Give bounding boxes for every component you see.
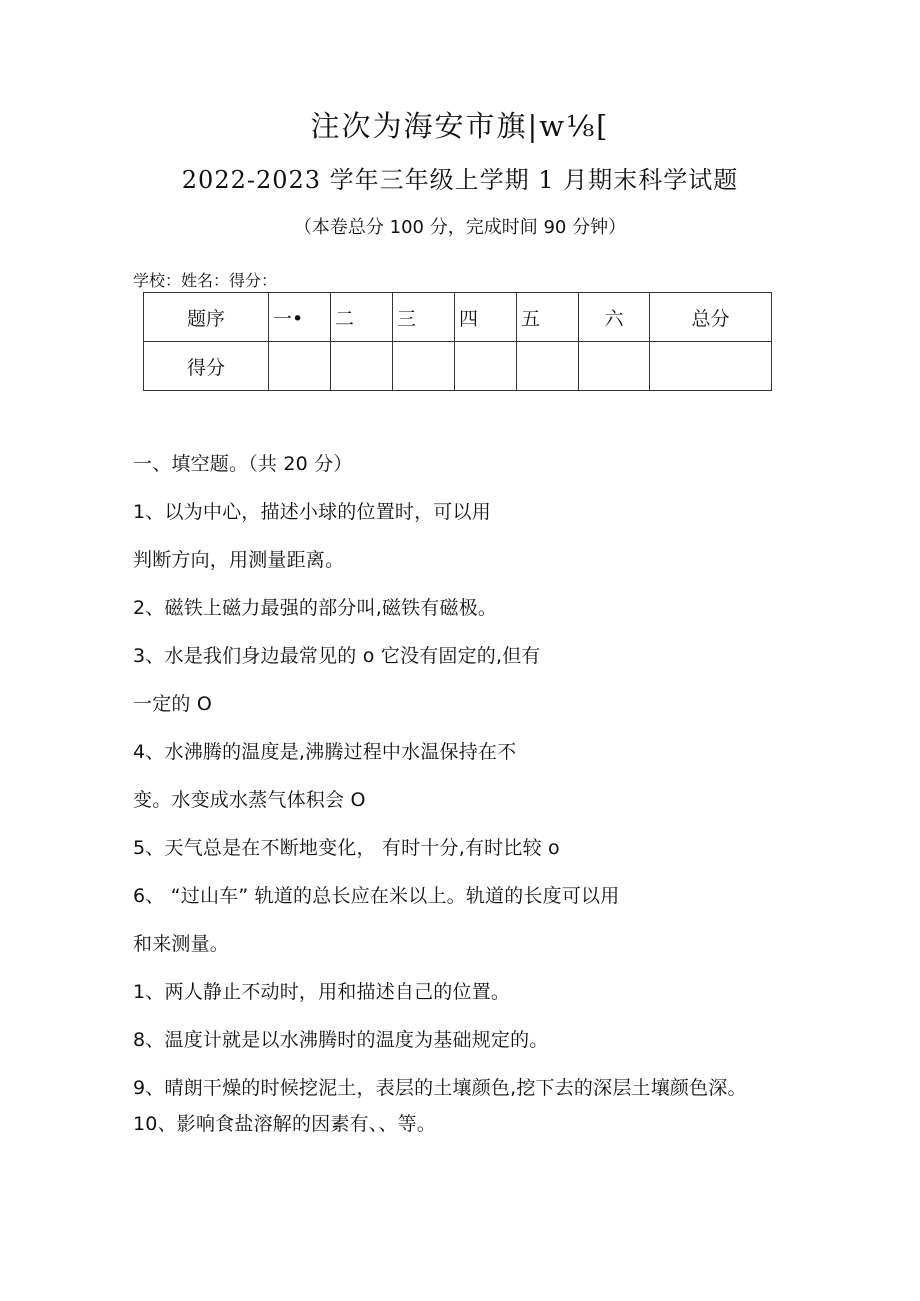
question-line: 和来测量。	[133, 933, 230, 955]
question-line: 判断方向，用测量距离。	[133, 549, 345, 571]
score-table-cell: 三	[393, 293, 455, 342]
question-line: 变。水变成水蒸气体积会 O	[133, 789, 366, 811]
question-line: 4、水沸腾的温度是,沸腾过程中水温保持在不	[133, 741, 517, 763]
score-input-cell	[269, 342, 331, 391]
question-line: 5、天气总是在不断地变化， 有时十分,有时比较 o	[133, 837, 560, 859]
score-table-cell: 总分	[650, 293, 772, 342]
score-table	[143, 292, 772, 391]
score-table-cell: 得分	[144, 342, 269, 391]
document-title: 注次为海安市旗|w⅛[	[310, 109, 610, 143]
score-input-cell	[517, 342, 579, 391]
score-table-cell: 五	[517, 293, 579, 342]
exam-subtitle: （本卷总分 100 分，完成时间 90 分钟）	[293, 217, 627, 238]
score-input-cell	[579, 342, 650, 391]
section-heading: 一、填空题。（共 20 分）	[133, 453, 353, 475]
score-table-cell: 一•	[269, 293, 331, 342]
question-line: 3、水是我们身边最常见的 o 它没有固定的,但有	[133, 645, 541, 667]
question-line: 一定的 O	[133, 693, 212, 715]
score-table-cell: 四	[455, 293, 517, 342]
score-input-cell	[455, 342, 517, 391]
score-table-cell: 六	[579, 293, 650, 342]
score-table-header-row	[144, 293, 772, 342]
question-line: 6、 “过山车” 轨道的总长应在米以上。轨道的长度可以用	[133, 885, 620, 907]
score-input-cell	[650, 342, 772, 391]
question-line: 8、温度计就是以水沸腾时的温度为基础规定的。	[133, 1029, 549, 1051]
question-line: 2、磁铁上磁力最强的部分叫,磁铁有磁极。	[133, 597, 498, 619]
score-table-cell: 二	[331, 293, 393, 342]
score-table-score-row	[144, 342, 772, 391]
score-table-cell: 题序	[144, 293, 269, 342]
question-line: 9、晴朗干燥的时候挖泥土，表层的土壤颜色,挖下去的深层土壤颜色深。	[133, 1077, 747, 1099]
score-input-cell	[393, 342, 455, 391]
exam-title: 2022-2023 学年三年级上学期 1 月期末科学试题	[181, 166, 739, 194]
score-input-cell	[331, 342, 393, 391]
question-line: 1、两人静止不动时，用和描述自己的位置。	[133, 981, 511, 1003]
student-info-line: 学校：姓名：得分：	[133, 271, 278, 290]
question-line: 1、以为中心，描述小球的位置时，可以用	[133, 501, 491, 523]
question-line: 10、影响食盐溶解的因素有、、等。	[133, 1113, 437, 1135]
